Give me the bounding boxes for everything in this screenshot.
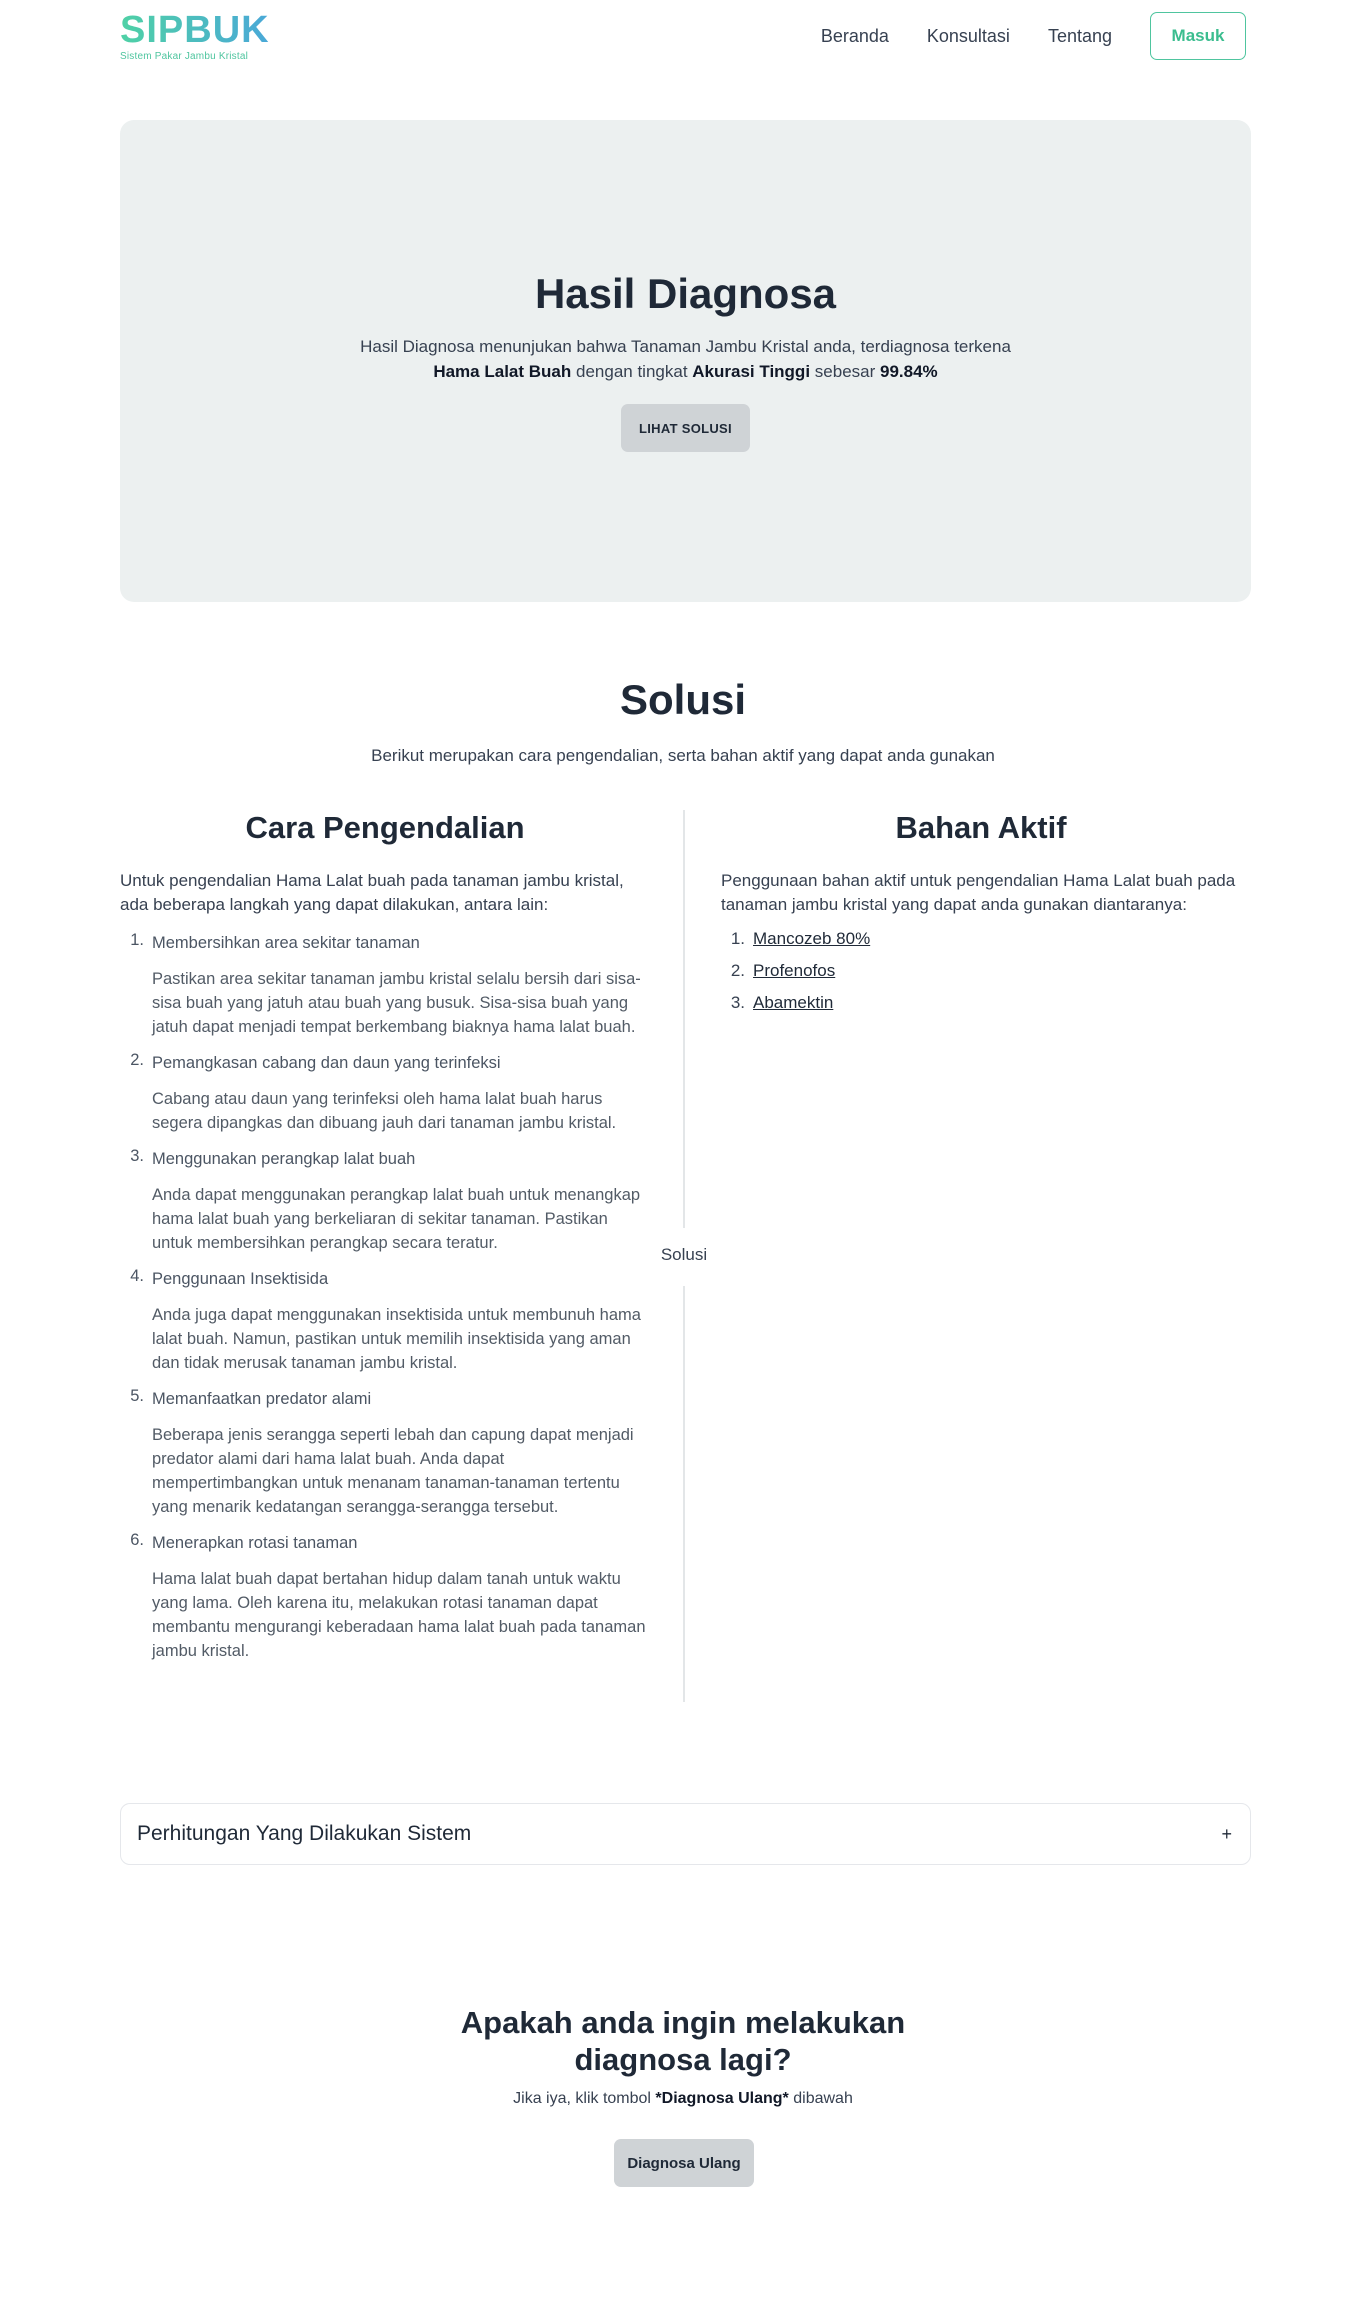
calculation-accordion[interactable] bbox=[120, 1803, 1251, 1865]
logo-subtitle: Sistem Pakar Jambu Kristal bbox=[120, 51, 249, 62]
list-item bbox=[120, 1387, 650, 1531]
ingredient-link-profenofos[interactable]: Profenofos bbox=[753, 961, 836, 980]
result-text-after: sebesar bbox=[814, 362, 876, 381]
step-title: Membersihkan area sekitar tanaman bbox=[152, 934, 420, 952]
cta-text bbox=[0, 2090, 1366, 2108]
cta-text-bold: *Diagnosa Ulang* bbox=[655, 2090, 789, 2107]
view-solution-button[interactable]: LIHAT SOLUSI bbox=[621, 404, 750, 452]
header bbox=[0, 0, 1366, 72]
cta-title-line2: diagnosa lagi? bbox=[574, 2042, 792, 2077]
main-nav bbox=[821, 12, 1246, 60]
control-methods-intro: Untuk pengendalian Hama Lalat buah pada tanaman jambu kristal, ada beberapa langkah yang dapat dilakukan, antara lain: bbox=[120, 871, 624, 914]
cta-title bbox=[0, 2004, 1366, 2078]
step-number: 6. bbox=[130, 1531, 144, 1549]
diagnosis-result-card bbox=[120, 120, 1251, 602]
step-number: 3. bbox=[130, 1147, 144, 1165]
item-number: 3. bbox=[730, 993, 745, 1012]
result-text-line1: Hasil Diagnosa menunjukan bahwa Tanaman Jambu Kristal anda, terdiagnosa terkena bbox=[360, 337, 1011, 356]
cta-text-after: dibawah bbox=[793, 2090, 853, 2107]
control-steps-list bbox=[120, 931, 650, 1675]
list-item bbox=[120, 1147, 650, 1267]
cta-text-before: Jika iya, klik tombol bbox=[513, 2090, 651, 2107]
step-description: Anda dapat menggunakan perangkap lalat buah untuk menangkap hama lalat buah yang berkeliaran di sekitar tanaman. Pastikan untuk membersihkan perangkap secara teratur. bbox=[152, 1186, 641, 1252]
step-description: Cabang atau daun yang terinfeksi oleh hama lalat buah harus segera dipangkas dan dibuang jauh dari tanaman jambu kristal. bbox=[152, 1090, 617, 1132]
step-description: Beberapa jenis serangga seperti lebah dan capung dapat menjadi predator alami dari hama lalat buah. Anda dapat mempertimbangkan untuk menanam tanaman-tanaman tertentu yang menarik kedatangan serangga-serangga tersebut. bbox=[152, 1426, 634, 1516]
disease-name: Hama Lalat Buah bbox=[433, 362, 572, 381]
control-methods-title: Cara Pengendalian bbox=[245, 810, 525, 845]
step-number: 2. bbox=[130, 1051, 144, 1069]
step-number: 5. bbox=[130, 1387, 144, 1405]
list-item bbox=[721, 959, 1241, 983]
plus-icon[interactable]: + bbox=[1221, 1823, 1232, 1844]
solution-subtitle: Berikut merupakan cara pengendalian, serta bahan aktif yang dapat anda gunakan bbox=[371, 746, 995, 765]
logo-title: SIPBUK bbox=[120, 9, 270, 51]
accuracy-value: 99.84% bbox=[880, 362, 938, 381]
accordion-label: Perhitungan Yang Dilakukan Sistem bbox=[137, 1822, 472, 1845]
nav-link-beranda[interactable]: Beranda bbox=[820, 25, 889, 46]
list-item bbox=[120, 931, 650, 1051]
cta-title-line1: Apakah anda ingin melakukan bbox=[460, 2005, 906, 2040]
list-item bbox=[120, 1267, 650, 1387]
step-title: Penggunaan Insektisida bbox=[152, 1270, 329, 1288]
nav-link-konsultasi[interactable]: Konsultasi bbox=[926, 25, 1010, 46]
step-description: Anda juga dapat menggunakan insektisida untuk membunuh hama lalat buah. Namun, pastikan untuk memilih insektisida yang aman dan tidak merusak tanaman jambu kristal. bbox=[152, 1306, 641, 1372]
active-ingredients-title: Bahan Aktif bbox=[895, 810, 1067, 845]
ingredient-link-abamektin[interactable]: Abamektin bbox=[753, 993, 834, 1012]
result-text bbox=[120, 334, 1251, 384]
step-number: 4. bbox=[130, 1267, 144, 1285]
logo[interactable] bbox=[120, 9, 270, 62]
item-number: 1. bbox=[730, 929, 745, 948]
step-title: Menggunakan perangkap lalat buah bbox=[152, 1150, 416, 1168]
active-ingredients-intro: Penggunaan bahan aktif untuk pengendalian Hama Lalat buah pada tanaman jambu kristal yang dapat anda gunakan diantaranya: bbox=[721, 871, 1236, 914]
divider-label: Solusi bbox=[660, 1245, 708, 1264]
step-number: 1. bbox=[130, 931, 144, 949]
result-text-mid: dengan tingkat bbox=[576, 362, 688, 381]
rediagnose-button[interactable]: Diagnosa Ulang bbox=[614, 2139, 754, 2187]
login-button[interactable]: Masuk bbox=[1150, 12, 1246, 60]
list-item bbox=[120, 1531, 650, 1675]
ingredient-link-mancozeb[interactable]: Mancozeb 80% bbox=[753, 929, 871, 948]
result-title: Hasil Diagnosa bbox=[534, 270, 837, 317]
accuracy-label: Akurasi Tinggi bbox=[692, 362, 811, 381]
item-number: 2. bbox=[730, 961, 745, 980]
step-description: Pastikan area sekitar tanaman jambu kristal selalu bersih dari sisa-sisa buah yang jatuh atau buah yang busuk. Sisa-sisa buah yang jatuh dapat menjadi tempat berkembang biaknya hama lalat buah. bbox=[152, 970, 641, 1036]
step-title: Menerapkan rotasi tanaman bbox=[152, 1534, 358, 1552]
list-item bbox=[721, 991, 1241, 1015]
column-divider bbox=[683, 1286, 685, 1702]
step-description: Hama lalat buah dapat bertahan hidup dalam tanah untuk waktu yang lama. Oleh karena itu, melakukan rotasi tanaman dapat membantu mengurangi keberadaan hama lalat buah pada tanaman jambu kristal. bbox=[152, 1570, 646, 1660]
list-item bbox=[120, 1051, 650, 1147]
nav-link-tentang[interactable]: Tentang bbox=[1047, 25, 1112, 46]
active-ingredients-section bbox=[721, 810, 1241, 1023]
solution-title: Solusi bbox=[619, 676, 747, 723]
list-item bbox=[721, 927, 1241, 951]
control-methods-section bbox=[120, 810, 650, 1675]
column-divider bbox=[683, 810, 685, 1228]
active-ingredients-list bbox=[721, 927, 1241, 1015]
step-title: Memanfaatkan predator alami bbox=[152, 1390, 372, 1408]
step-title: Pemangkasan cabang dan daun yang terinfeksi bbox=[152, 1054, 501, 1072]
